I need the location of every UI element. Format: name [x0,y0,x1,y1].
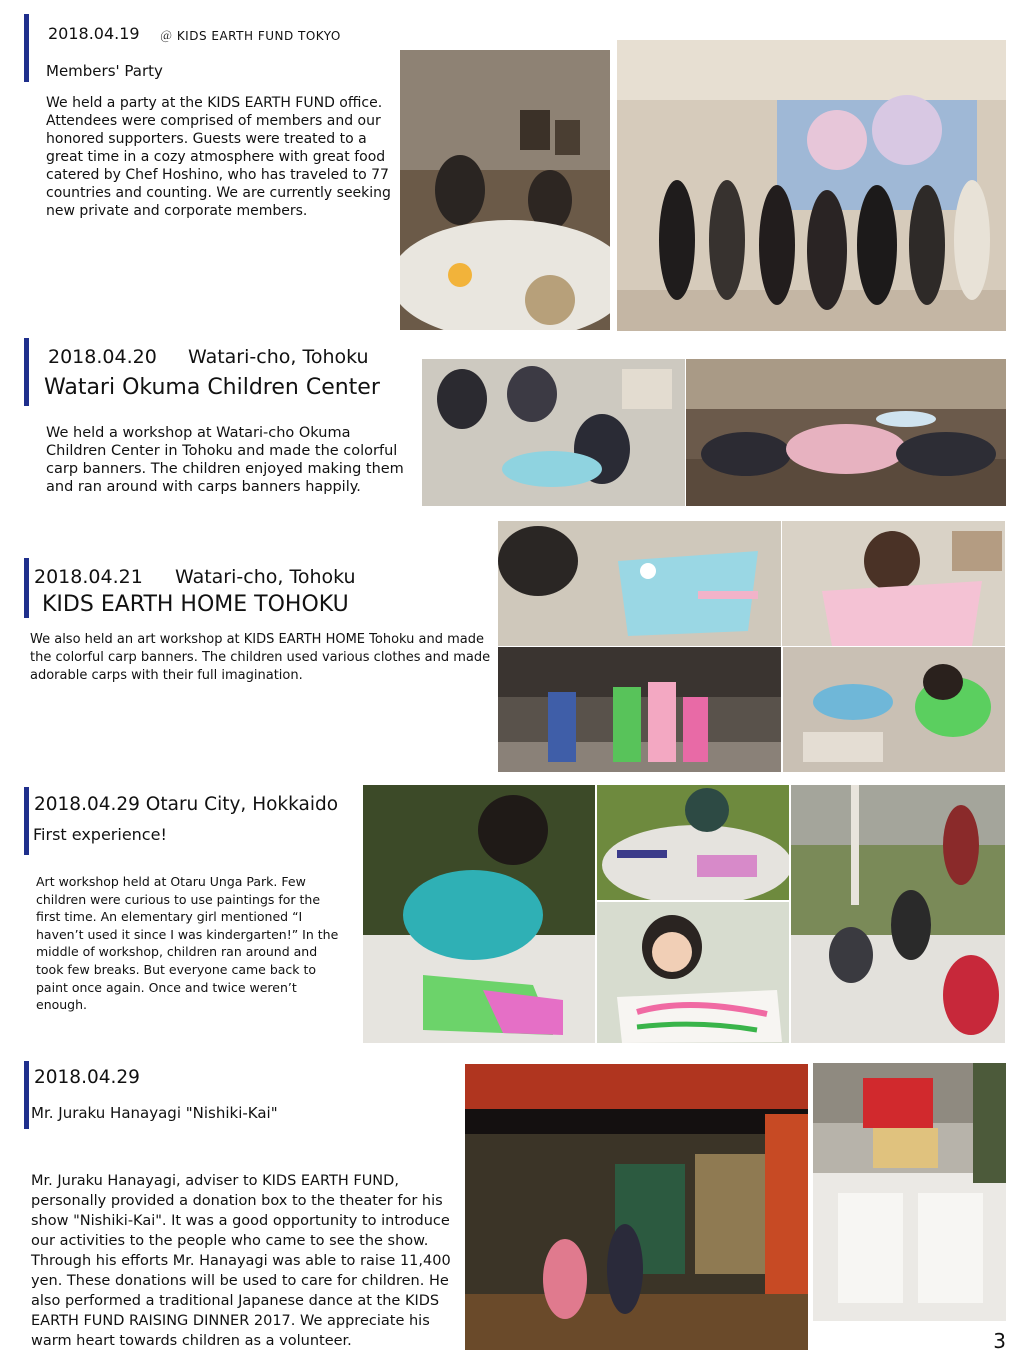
section-1-body: We held a party at the KIDS EARTH FUND office. Attendees were comprised of members and our honored supporters. Guests were treated to a great time in a cozy atmosphere with great food catered by Chef Hoshino, who has traveled to 77 countries and counting. We are currently seeking new private and corporate members. [46,95,391,219]
party-dinner-photo [400,50,610,330]
section-3-date: 2018.04.21 [34,566,143,588]
section-4-accent-bar [24,787,29,855]
section-3-title: KIDS EARTH HOME TOHOKU [42,592,349,617]
section-4-date: 2018.04.29 Otaru City, Hokkaido [34,794,339,815]
section-1-date: 2018.04.19 [48,24,140,43]
section-4-body: Art workshop held at Otaru Unga Park. Few children were curious to use paintings for the first time. An elementary girl mentioned “I haven’t used it since I was kindergarten!” In the middle of workshop, children ran around and took few breaks. But everyone came back to paint once again. Once and twice weren’t enough. [36,874,339,1013]
section-5-title: Mr. Juraku Hanayagi "Nishiki-Kai" [31,1104,278,1122]
section-2-date: 2018.04.20 [48,346,157,368]
section-2-body: We held a workshop at Watari-cho Okuma Children Center in Tohoku and made the colorful carp banners. The children enjoyed making them and ran around with carps banners happily. [46,425,404,495]
section-1-location: ＠ KIDS EARTH FUND TOKYO [160,29,341,43]
section-3-location: Watari-cho, Tohoku [175,566,356,588]
party-group-photo [617,40,1006,331]
section-5-date: 2018.04.29 [34,1067,140,1088]
kids-home-girl-crafting-photo [782,521,1005,646]
section-2-accent-bar [24,338,29,406]
section-5-accent-bar [24,1061,29,1129]
otaru-boy-painting-photo [363,785,595,1043]
kids-home-carp-banners-photo [498,647,781,772]
otaru-park-workshop-photo [791,785,1005,1043]
section-1-title: Members' Party [46,62,163,80]
section-4-title: First experience! [33,825,167,844]
otaru-painting-tools-photo [597,785,789,900]
section-5-body: Mr. Juraku Hanayagi, adviser to KIDS EARTH FUND, personally provided a donation box to the theater for his show "Nishiki-Kai". It was a good opportunity to introduce our activities to the people who came to see the show. Through his efforts Mr. Hanayagi was able to raise 11,400 yen. These donations will be used to care for children. He also performed a traditional Japanese dance at the KIDS EARTH FUND RAISING DINNER 2017. We appreciate his warm heart towards children as a volunteer. [31,1173,451,1349]
kids-home-boy-crafting-photo [783,647,1005,772]
section-3-body: We also held an art workshop at KIDS EARTH HOME Tohoku and made the colorful carp banners. The children used various clothes and made adorable carps with their full imagination. [30,632,491,683]
section-1-accent-bar [24,14,29,82]
children-center-group-photo [686,359,1006,506]
section-3-accent-bar [24,558,29,618]
page-number: 3 [993,1329,1006,1353]
section-2-location: Watari-cho, Tohoku [188,346,369,368]
donation-box-photo [813,1063,1006,1321]
kids-home-painting-carp-photo [498,521,781,646]
children-center-crafting-photo [422,359,685,506]
section-2-title: Watari Okuma Children Center [44,375,380,400]
otaru-girl-holding-painting-photo [597,902,789,1043]
nishiki-kai-stage-photo [465,1064,808,1350]
